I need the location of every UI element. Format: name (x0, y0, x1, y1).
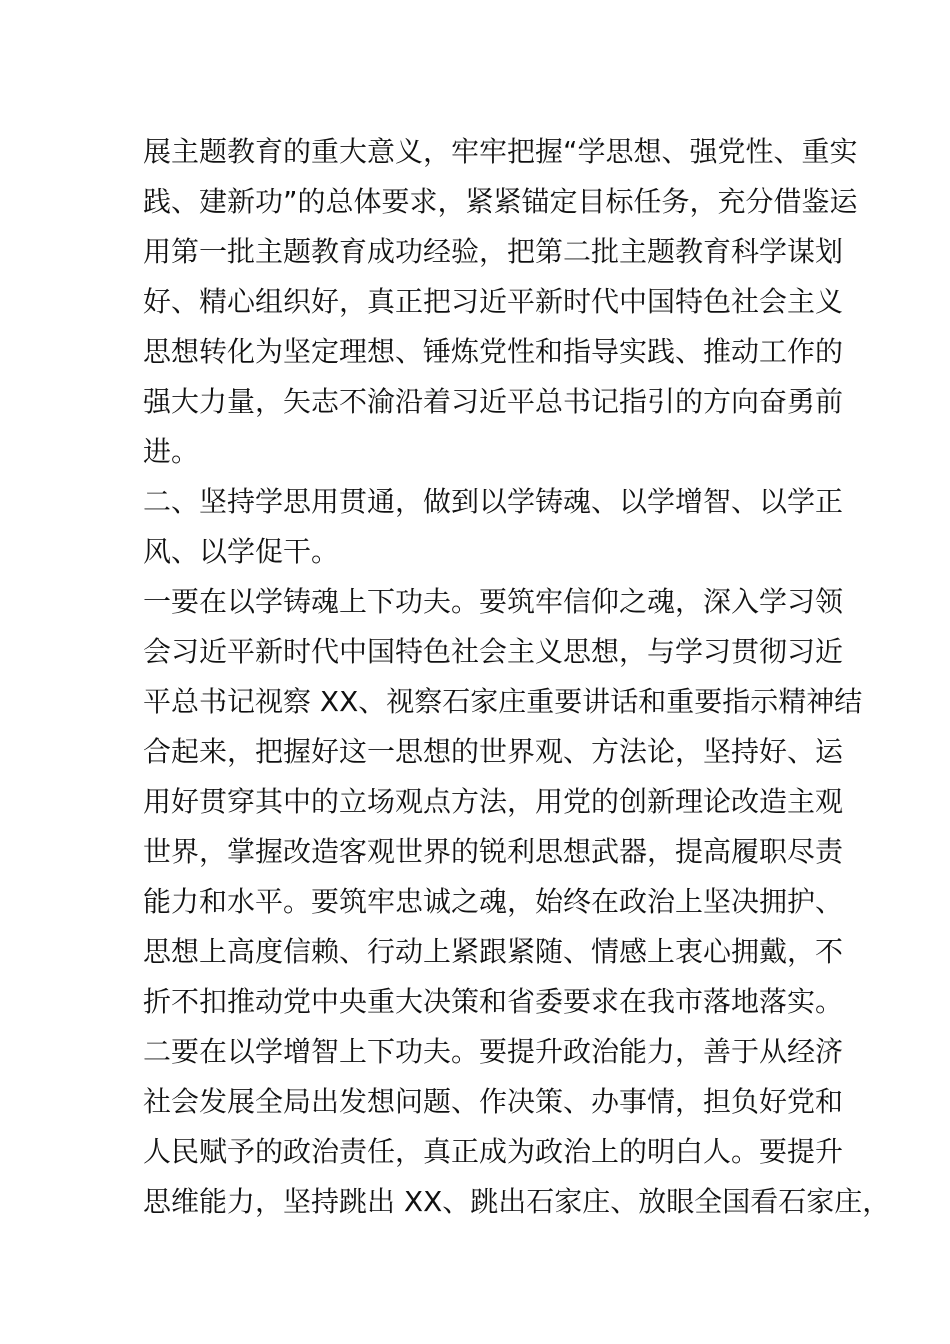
text-line: 一要在以学铸魂上下功夫。要筑牢信仰之魂，深入学习领 (143, 585, 844, 618)
text-line: 展主题教育的重大意义，牢牢把握“学思想、强党性、重实 (143, 135, 858, 168)
section-heading-line: 二、坚持学思用贯通，做到以学铸魂、以学增智、以学正 (143, 485, 844, 518)
text-line: 强大力量，矢志不渝沿着习近平总书记指引的方向奋勇前 (143, 385, 844, 418)
section-heading-line: 风、以学促干。 (143, 535, 340, 568)
text-line: 思想上高度信赖、行动上紧跟紧随、情感上衷心拥戴，不 (143, 935, 844, 968)
text-line: 会习近平新时代中国特色社会主义思想，与学习贯彻习近 (143, 635, 844, 668)
text-line: 合起来，把握好这一思想的世界观、方法论，坚持好、运 (143, 735, 844, 768)
text-line: 用好贯穿其中的立场观点方法，用党的创新理论改造主观 (143, 785, 844, 818)
text-line: 思维能力，坚持跳出 XX、跳出石家庄、放眼全国看石家庄， (143, 1185, 891, 1218)
text-line: 二要在以学增智上下功夫。要提升政治能力，善于从经济 (143, 1035, 844, 1068)
text-line: 进。 (143, 435, 200, 468)
text-line: 折不扣推动党中央重大决策和省委要求在我市落地落实。 (143, 985, 844, 1018)
text-line: 平总书记视察 XX、视察石家庄重要讲话和重要指示精神结 (143, 685, 863, 718)
text-line: 社会发展全局出发想问题、作决策、办事情，担负好党和 (143, 1085, 844, 1118)
text-line: 能力和水平。要筑牢忠诚之魂，始终在政治上坚决拥护、 (143, 885, 844, 918)
text-line: 好、精心组织好，真正把习近平新时代中国特色社会主义 (143, 285, 844, 318)
text-line: 世界，掌握改造客观世界的锐利思想武器，提高履职尽责 (143, 835, 844, 868)
text-line: 践、建新功”的总体要求，紧紧锚定目标任务，充分借鉴运 (143, 185, 858, 218)
text-line: 用第一批主题教育成功经验，把第二批主题教育科学谋划 (143, 235, 844, 268)
text-line: 思想转化为坚定理想、锤炼党性和指导实践、推动工作的 (143, 335, 844, 368)
text-line: 人民赋予的政治责任，真正成为政治上的明白人。要提升 (143, 1135, 844, 1168)
